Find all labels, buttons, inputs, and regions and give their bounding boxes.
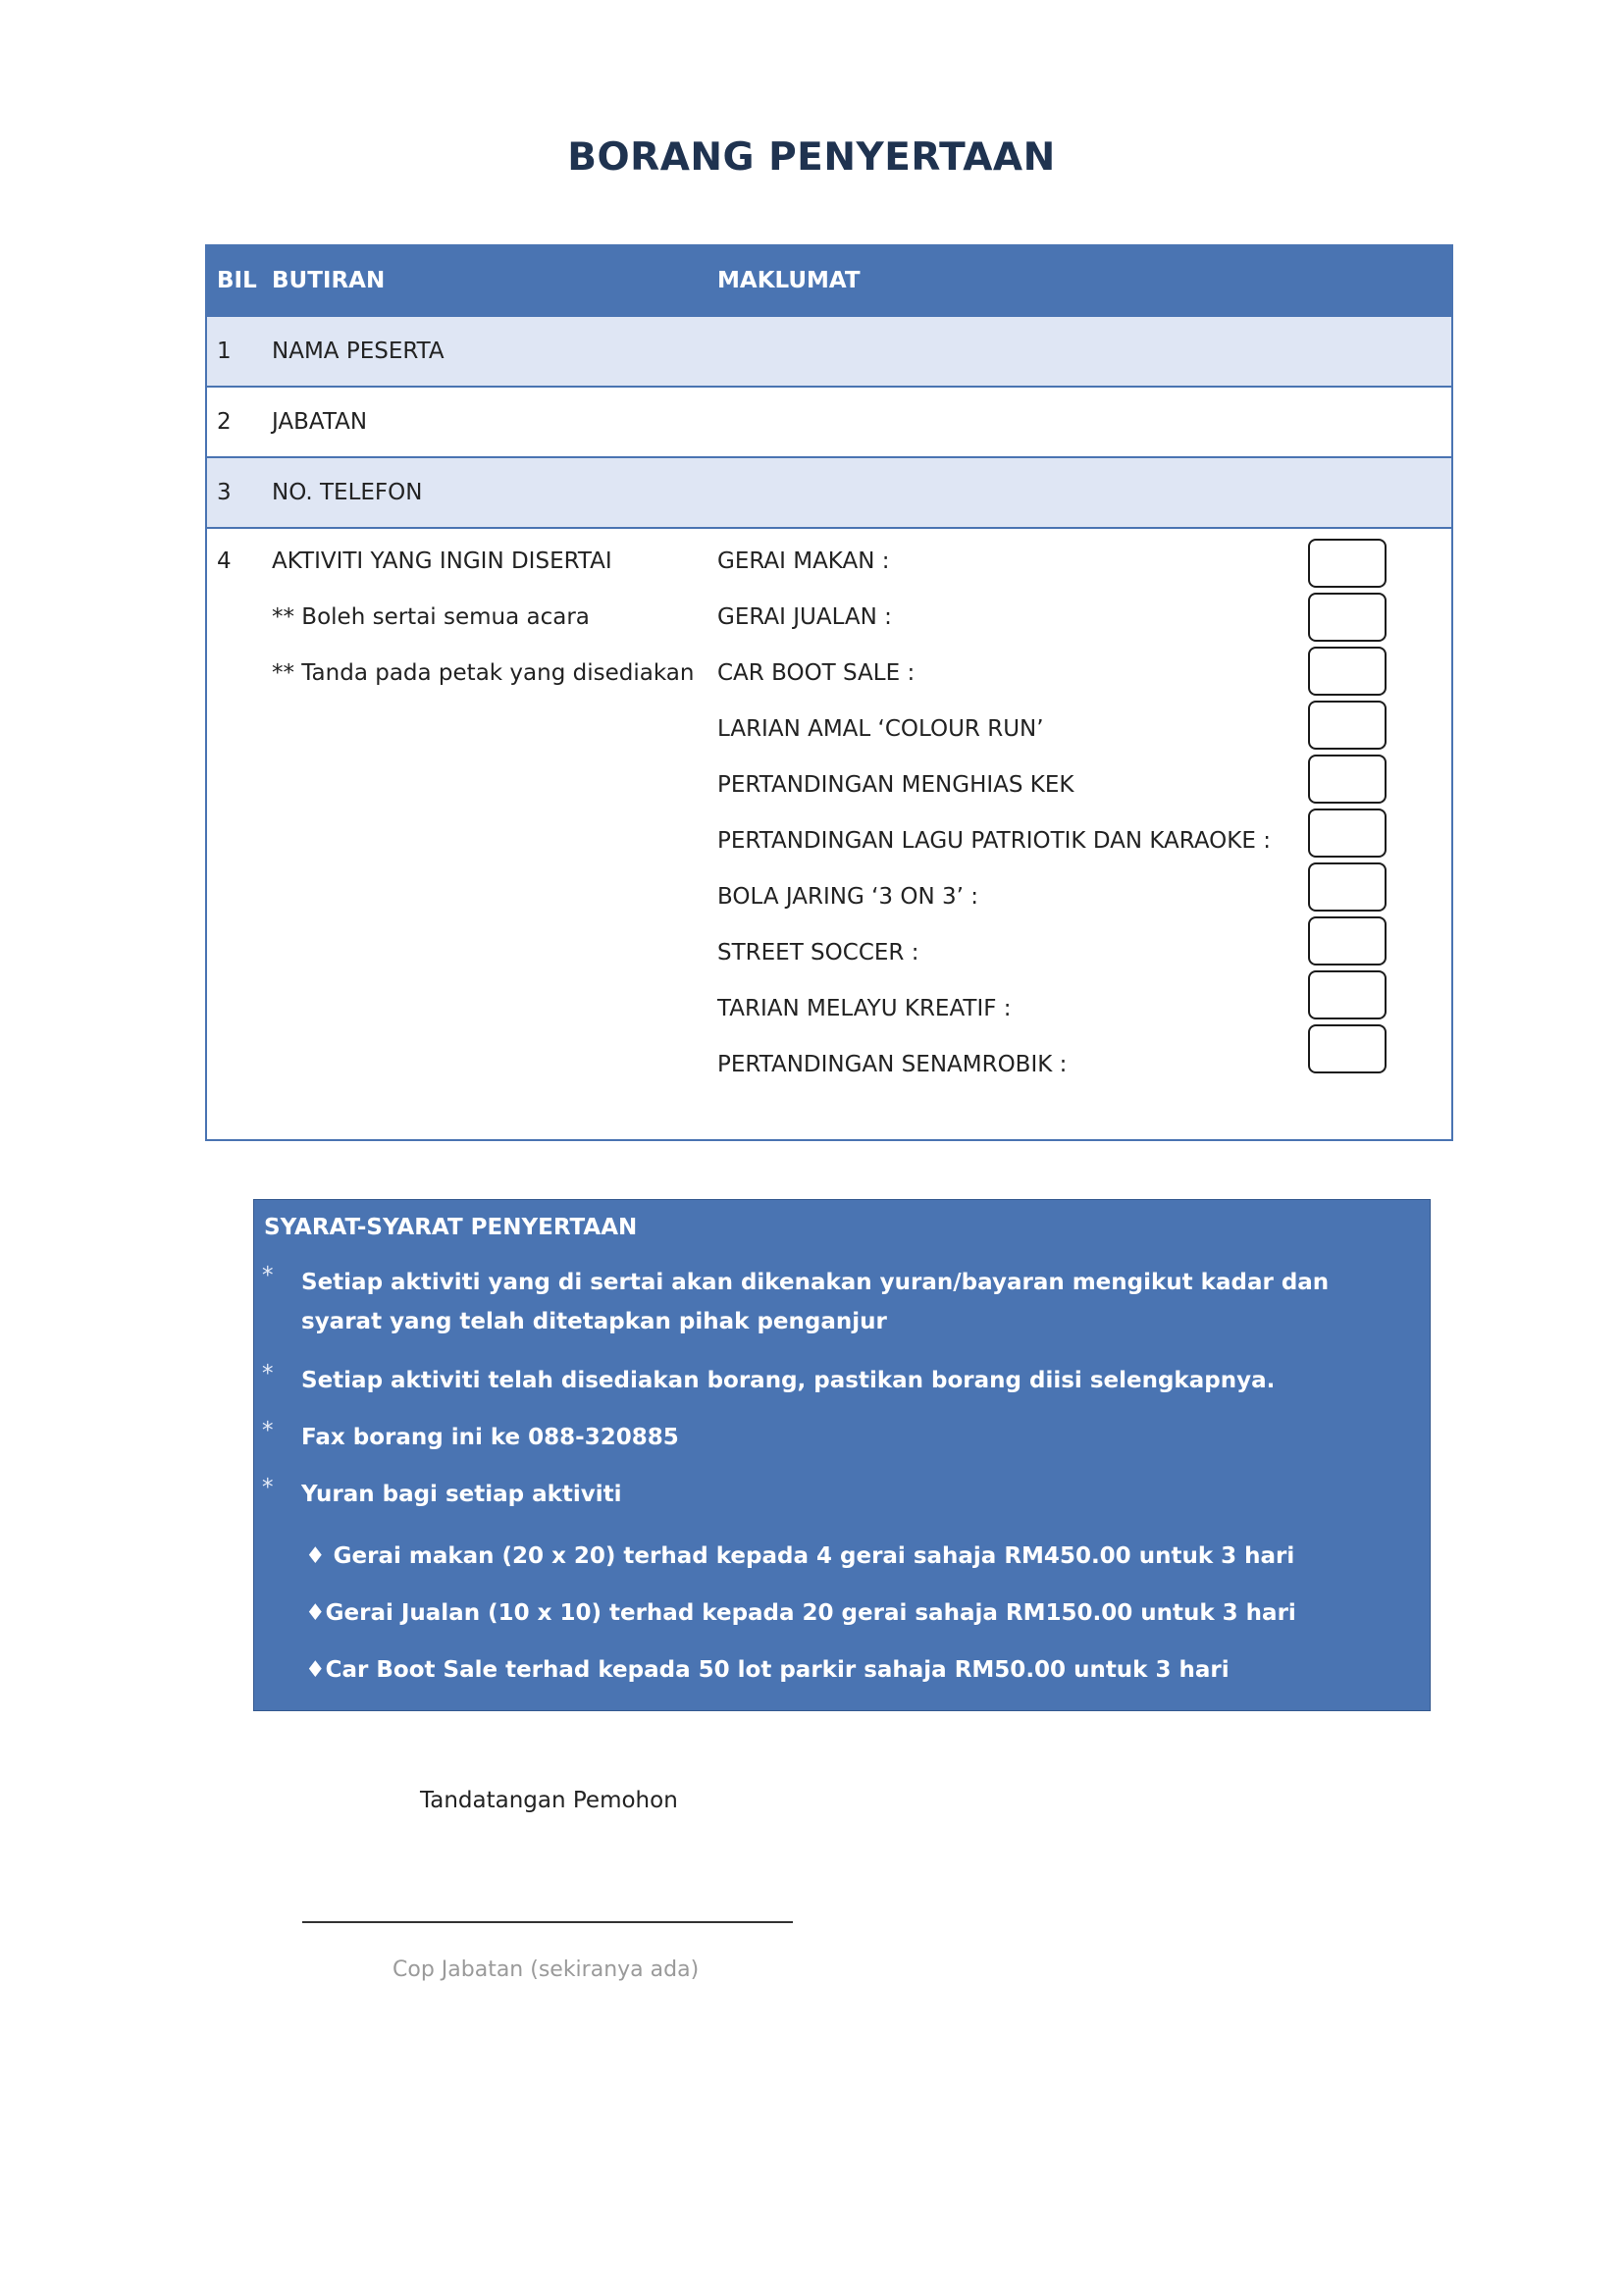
terms-bullet-text: Fax borang ini ke 088-320885 bbox=[301, 1425, 679, 1450]
terms-title: SYARAT-SYARAT PENYERTAAN bbox=[264, 1215, 638, 1240]
activity-item-street-soccer: STREET SOCCER : bbox=[717, 940, 919, 965]
fee-item-gerai-jualan: ♦Gerai Jualan (10 x 10) terhad kepada 20 gerai sahaja RM150.00 untuk 3 hari bbox=[305, 1600, 1296, 1626]
department-stamp-note: Cop Jabatan (sekiranya ada) bbox=[393, 1957, 700, 1982]
signature-label: Tandatangan Pemohon bbox=[420, 1788, 678, 1813]
activity-label-group bbox=[272, 548, 694, 716]
header-maklumat: MAKLUMAT bbox=[717, 268, 861, 293]
checkbox-bola-jaring[interactable] bbox=[1308, 862, 1387, 912]
activity-list bbox=[717, 548, 1271, 1108]
terms-bullet-text: Yuran bagi setiap aktiviti bbox=[301, 1482, 622, 1507]
row-nama-peserta[interactable] bbox=[207, 317, 1451, 388]
checkbox-menghias-kek[interactable] bbox=[1308, 755, 1387, 804]
terms-bullet bbox=[262, 1263, 1410, 1341]
page-title: BORANG PENYERTAAN bbox=[567, 135, 1056, 180]
activity-item-car-boot-sale: CAR BOOT SALE : bbox=[717, 660, 916, 686]
checkbox-street-soccer[interactable] bbox=[1308, 916, 1387, 965]
signature-line[interactable] bbox=[302, 1921, 793, 1923]
checkbox-gerai-makan[interactable] bbox=[1308, 539, 1387, 588]
activity-item-tarian-melayu: TARIAN MELAYU KREATIF : bbox=[717, 996, 1012, 1021]
terms-bullet bbox=[262, 1361, 1410, 1400]
activity-item-gerai-makan: GERAI MAKAN : bbox=[717, 548, 890, 574]
row-label: NO. TELEFON bbox=[272, 480, 423, 505]
terms-bullet bbox=[262, 1418, 1410, 1457]
asterisk-icon: * bbox=[262, 1475, 274, 1500]
row-number: 1 bbox=[217, 339, 232, 364]
participation-form-table bbox=[205, 244, 1453, 1141]
activity-label: AKTIVITI YANG INGIN DISERTAI bbox=[272, 548, 612, 574]
terms-box bbox=[253, 1199, 1431, 1711]
checkbox-gerai-jualan[interactable] bbox=[1308, 593, 1387, 642]
checkbox-lagu-patriotik[interactable] bbox=[1308, 809, 1387, 858]
row-label: JABATAN bbox=[272, 409, 368, 435]
terms-bullet bbox=[262, 1475, 1410, 1514]
activity-item-lagu-patriotik: PERTANDINGAN LAGU PATRIOTIK DAN KARAOKE : bbox=[717, 828, 1271, 854]
activity-checkbox-column bbox=[1308, 539, 1387, 1078]
fee-item-gerai-makan: ♦ Gerai makan (20 x 20) terhad kepada 4 gerai sahaja RM450.00 untuk 3 hari bbox=[305, 1543, 1295, 1569]
checkbox-car-boot-sale[interactable] bbox=[1308, 647, 1387, 696]
activity-item-colour-run: LARIAN AMAL ‘COLOUR RUN’ bbox=[717, 716, 1044, 742]
row-number: 2 bbox=[217, 409, 232, 435]
header-butiran: BUTIRAN bbox=[272, 268, 386, 293]
asterisk-icon: * bbox=[262, 1418, 274, 1443]
row-number: 3 bbox=[217, 480, 232, 505]
checkbox-tarian-melayu[interactable] bbox=[1308, 970, 1387, 1019]
row-label: NAMA PESERTA bbox=[272, 339, 445, 364]
activity-item-bola-jaring: BOLA JARING ‘3 ON 3’ : bbox=[717, 884, 978, 910]
activity-item-gerai-jualan: GERAI JUALAN : bbox=[717, 604, 892, 630]
activity-item-senamrobik: PERTANDINGAN SENAMROBIK : bbox=[717, 1052, 1068, 1077]
header-bil: BIL bbox=[217, 268, 257, 293]
activity-item-menghias-kek: PERTANDINGAN MENGHIAS KEK bbox=[717, 772, 1074, 798]
asterisk-icon: * bbox=[262, 1361, 274, 1386]
terms-bullet-text: Setiap aktiviti yang di sertai akan dikenakan yuran/bayaran mengikut kadar dan syarat yang telah ditetapkan pihak penganjur bbox=[301, 1270, 1330, 1334]
row-jabatan[interactable] bbox=[207, 388, 1451, 458]
row-number: 4 bbox=[217, 548, 232, 574]
asterisk-icon: * bbox=[262, 1263, 274, 1288]
fee-item-car-boot-sale: ♦Car Boot Sale terhad kepada 50 lot parkir sahaja RM50.00 untuk 3 hari bbox=[305, 1657, 1230, 1683]
checkbox-colour-run[interactable] bbox=[1308, 701, 1387, 750]
activity-note-all: ** Boleh sertai semua acara bbox=[272, 604, 590, 630]
row-no-telefon[interactable] bbox=[207, 458, 1451, 529]
table-header bbox=[207, 246, 1451, 317]
checkbox-senamrobik[interactable] bbox=[1308, 1024, 1387, 1073]
terms-bullet-text: Setiap aktiviti telah disediakan borang, pastikan borang diisi selengkapnya. bbox=[301, 1368, 1276, 1393]
activity-note-tick: ** Tanda pada petak yang disediakan bbox=[272, 660, 695, 686]
